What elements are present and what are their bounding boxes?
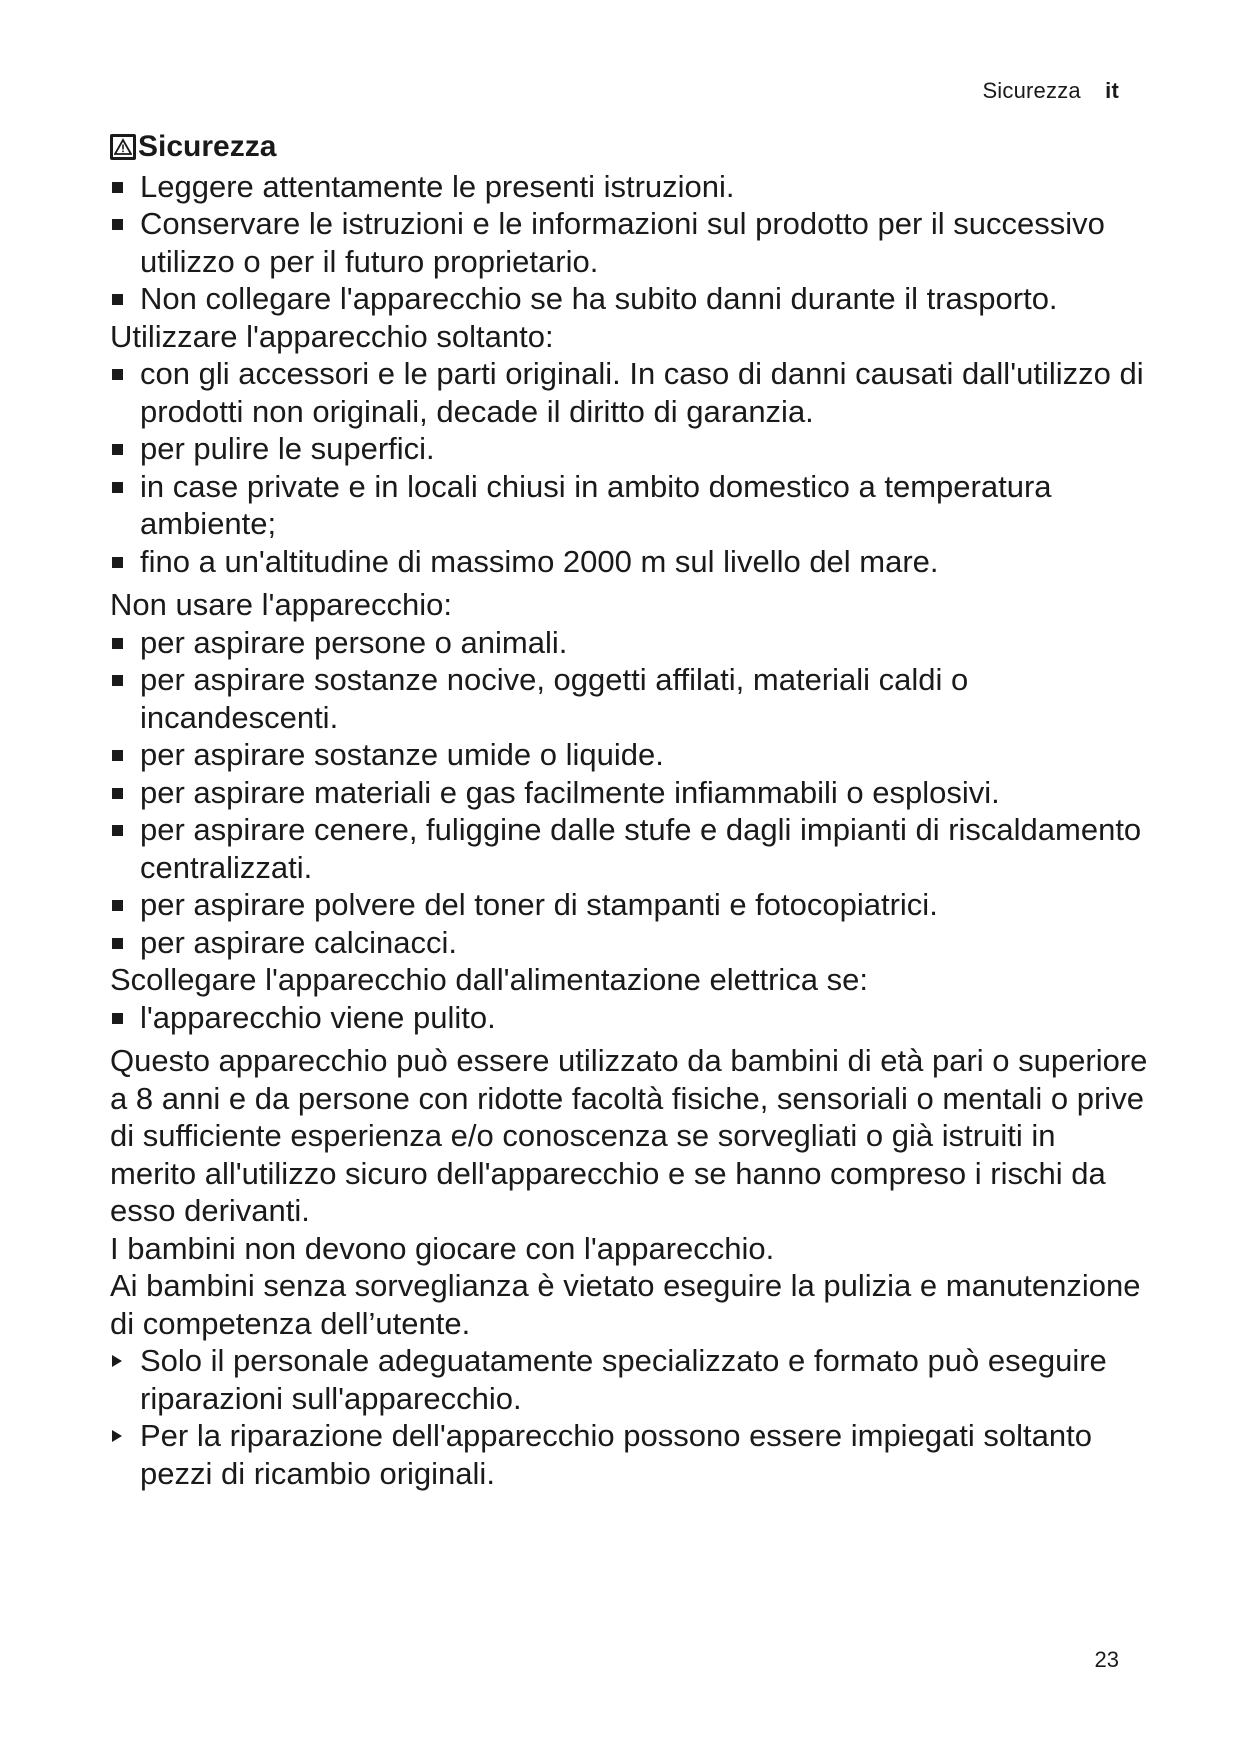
main-content	[110, 128, 1150, 1492]
intro-list	[110, 168, 1150, 318]
unplug-list	[110, 999, 1150, 1037]
instruction-item: Solo il personale adeguatamente specializzato e formato può eseguire riparazioni sull'apparecchio.	[110, 1342, 1150, 1417]
use-heading: Utilizzare l'apparecchio soltanto:	[110, 318, 554, 354]
list-item: in case private e in locali chiusi in ambito domestico a temperatura ambiente;	[110, 468, 1150, 543]
list-item: Non collegare l'apparecchio se ha subito danni durante il trasporto.	[110, 280, 1150, 318]
children-play-paragraph: I bambini non devono giocare con l'apparecchio.	[110, 1230, 775, 1266]
list-item: per aspirare sostanze umide o liquide.	[110, 736, 1150, 774]
list-item: fino a un'altitudine di massimo 2000 m sul livello del mare.	[110, 543, 1150, 581]
section-title-text: Sicurezza	[138, 130, 277, 163]
list-item: Conservare le istruzioni e le informazioni sul prodotto per il successivo utilizzo o per il futuro proprietario.	[110, 205, 1150, 280]
children-cleaning-paragraph: Ai bambini senza sorveglianza è vietato eseguire la pulizia e manutenzione di competenza dell’utente.	[110, 1268, 1141, 1341]
unplug-heading: Scollegare l'apparecchio dall'alimentazione elettrica se:	[110, 962, 868, 997]
list-item: per aspirare materiali e gas facilmente infiammabili o esplosivi.	[110, 774, 1150, 812]
instruction-item: Per la riparazione dell'apparecchio possono essere impiegati soltanto pezzi di ricambio originali.	[110, 1417, 1150, 1492]
list-item: per aspirare polvere del toner di stampanti e fotocopiatrici.	[110, 886, 1150, 924]
running-header	[982, 78, 1119, 104]
children-paragraph: Questo apparecchio può essere utilizzato da bambini di età pari o superiore a 8 anni e da persone con ridotte facoltà fisiche, sensoriali o mentali o prive di sufficiente esperienza e/o conoscenza se sorvegliati o già istruiti in merito all'utilizzo sicuro dell'apparecchio e se hanno compreso i rischi da esso derivanti.	[110, 1043, 1148, 1228]
warning-icon	[110, 134, 136, 160]
list-item: per aspirare cenere, fuliggine dalle stufe e dagli impianti di riscaldamento centralizzati.	[110, 811, 1150, 886]
list-item: Leggere attentamente le presenti istruzioni.	[110, 168, 1150, 206]
list-item: con gli accessori e le parti originali. In caso di danni causati dall'utilizzo di prodotti non originali, decade il diritto di garanzia.	[110, 355, 1150, 430]
header-section: Sicurezza	[982, 78, 1081, 103]
list-item: per aspirare sostanze nocive, oggetti affilati, materiali caldi o incandescenti.	[110, 661, 1150, 736]
list-item: l'apparecchio viene pulito.	[110, 999, 1150, 1037]
nouse-list	[110, 624, 1150, 962]
nouse-heading: Non usare l'apparecchio:	[110, 587, 452, 622]
list-item: per aspirare calcinacci.	[110, 924, 1150, 962]
page-number: 23	[1094, 1647, 1119, 1672]
list-item: per aspirare persone o animali.	[110, 624, 1150, 662]
section-title	[110, 128, 1150, 166]
list-item: per pulire le superfici.	[110, 430, 1150, 468]
instruction-list	[110, 1342, 1150, 1492]
use-list	[110, 355, 1150, 580]
header-language: it	[1105, 78, 1119, 103]
